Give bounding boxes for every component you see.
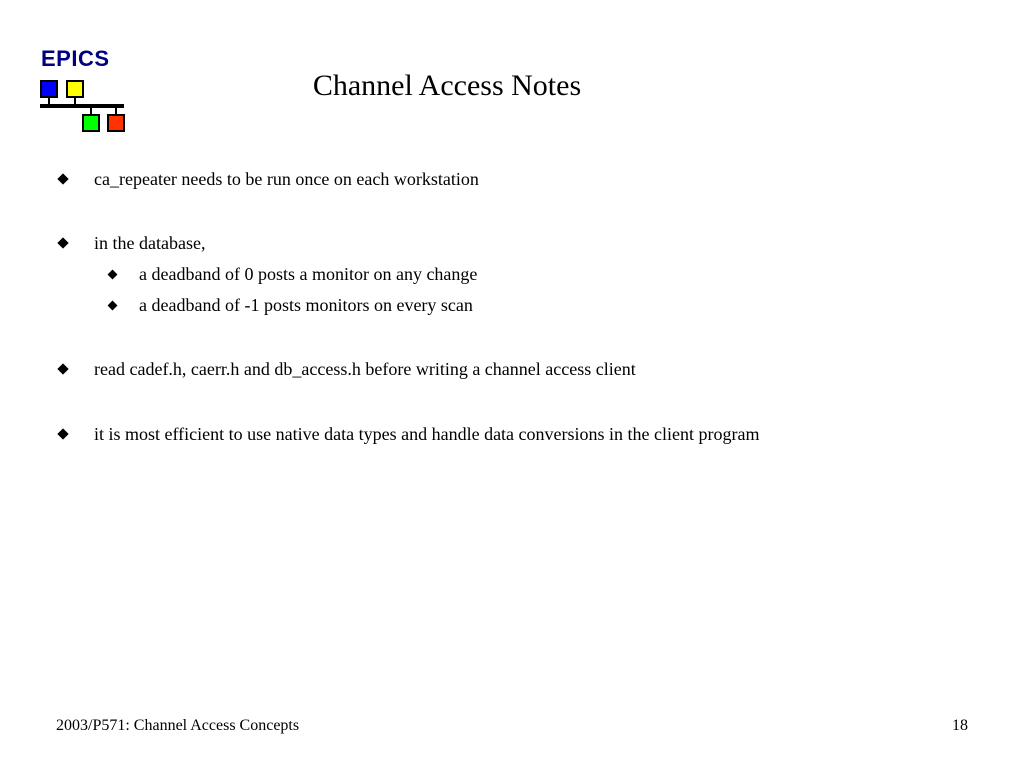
sub-bullet-item: a deadband of -1 posts monitors on every scan [139, 295, 473, 315]
epics-logo-text: EPICS [41, 46, 110, 71]
footer-course-label: 2003/P571: Channel Access Concepts [56, 717, 300, 734]
bullet-diamond-icon [57, 363, 68, 374]
bullet-diamond-icon [57, 237, 68, 248]
bullet-item: ca_repeater needs to be run once on each workstation [94, 169, 479, 189]
bullet-item: read cadef.h, caerr.h and db_access.h before writing a channel access client [94, 359, 636, 379]
sub-bullet-diamond-icon [108, 270, 118, 280]
sub-bullet-diamond-icon [108, 301, 118, 311]
bullet-item: it is most efficient to use native data types and handle data conversions in the client program [94, 424, 760, 444]
sub-bullet-item: a deadband of 0 posts a monitor on any change [139, 264, 478, 284]
green-node-icon [83, 115, 99, 131]
red-node-icon [108, 115, 124, 131]
bullet-diamond-icon [57, 173, 68, 184]
bullet-diamond-icon [57, 428, 68, 439]
footer-page-number: 18 [952, 717, 968, 734]
bullet-item: in the database, [94, 233, 206, 253]
slide-title: Channel Access Notes [312, 69, 582, 102]
